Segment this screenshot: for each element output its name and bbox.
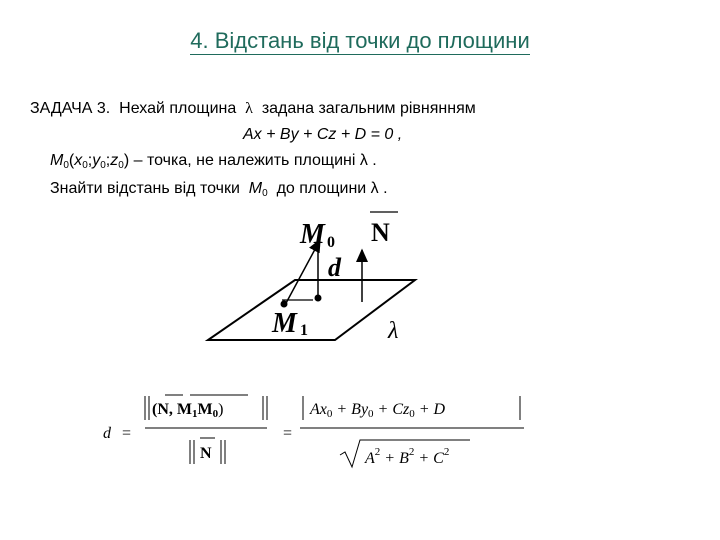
den-right-text: $A^2 + B^2 + C^2$ (365, 446, 450, 467)
problem-label: ЗАДАЧА 3. (30, 100, 111, 117)
problem-line-3: $M_0(x_0;y_0;z_0)$ – точка, не належить площині λ . (50, 152, 377, 171)
num-left-text: (N, M1M0) (152, 401, 224, 420)
formula-eq1: = (122, 425, 132, 442)
den-left-n: N (200, 445, 212, 462)
label-d: d (328, 253, 341, 282)
label-m0: M (300, 219, 325, 250)
num-right-text: Ax0 + By0 + Cz0 + D (310, 401, 446, 420)
label-m1-sub: 1 (300, 322, 308, 339)
formula-d: d (103, 425, 111, 442)
label-n: N (371, 218, 390, 247)
problem-line-1: ЗАДАЧА 3. Нехай площина λ задана загальним рівнянням (30, 100, 476, 117)
plane-equation: Ax + By + Cz + D = 0 , (243, 126, 403, 143)
label-m0-sub: 0 (327, 234, 335, 251)
formula-eq2: = (283, 425, 293, 442)
page-title: 4. Відстань від точки до площини (190, 28, 530, 53)
label-lambda: λ (388, 318, 399, 344)
problem-line-4: Знайти відстань від точки $M_0$ до площини λ . (50, 180, 388, 199)
label-m1: M (272, 308, 297, 339)
